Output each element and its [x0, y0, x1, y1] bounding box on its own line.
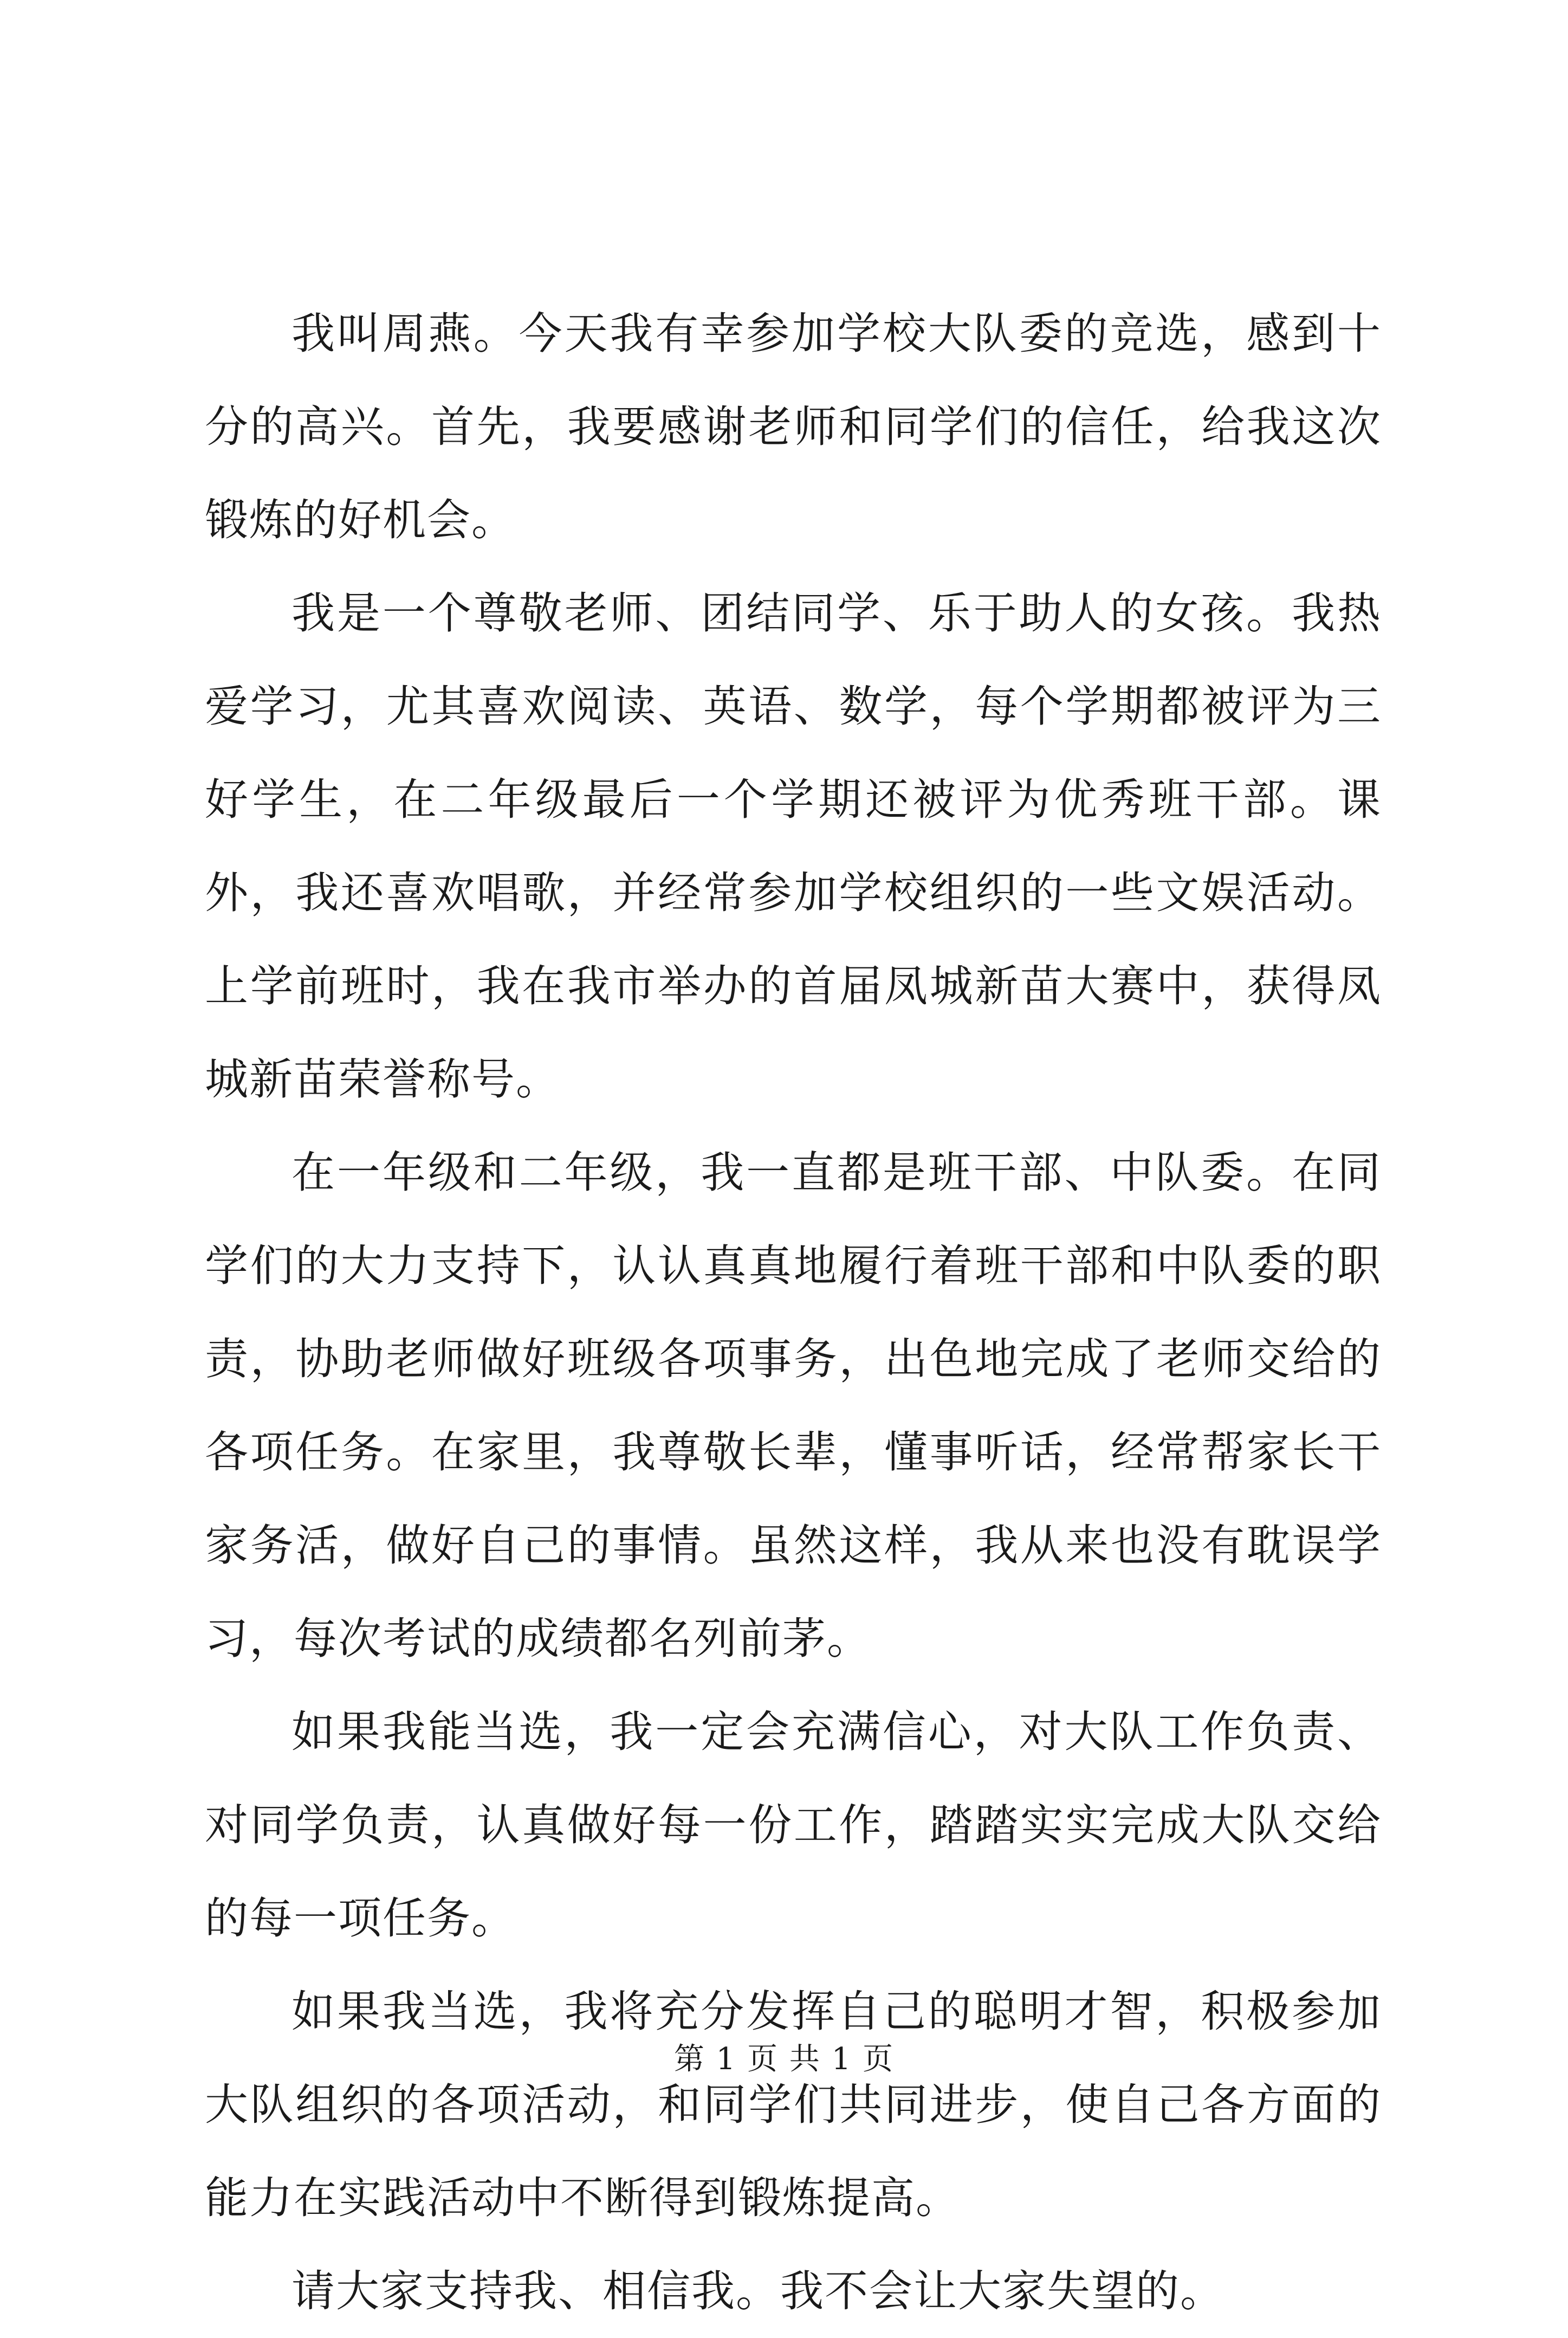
paragraph-6: 请大家支持我、相信我。我不会让大家失望的。	[291, 2266, 1224, 2316]
paragraph-3: 在一年级和二年级，我一直都是班干部、中队委。在同学们的大力支持下，认认真真地履行着班干部和中队委的职责，协助老师做好班级各项事务，出色地完成了老师交给的各项任务。在家里，我尊敬长辈，懂事听话，经常帮家长干家务活，做好自己的事情。虽然这样，我从来也没有耽误学习，每次考试的成绩都名列前茅。	[205, 1147, 1382, 1664]
page-number-label: 第 1 页 共 1 页	[673, 2042, 895, 2077]
paragraph-2: 我是一个尊敬老师、团结同学、乐于助人的女孩。我热爱学习，尤其喜欢阅读、英语、数学，每个学期都被评为三好学生，在二年级最后一个学期还被评为优秀班干部。课外，我还喜欢唱歌，并经常参加学校组织的一些文娱活动。上学前班时，我在我市举办的首届凤城新苗大赛中，获得凤城新苗荣誉称号。	[205, 588, 1382, 1105]
paragraph-5: 如果我当选，我将充分发挥自己的聪明才智，积极参加大队组织的各项活动，和同学们共同进步，使自己各方面的能力在实践活动中不断得到锻炼提高。	[205, 1986, 1382, 2223]
document-body	[205, 287, 1382, 2338]
paragraph-1: 我叫周燕。今天我有幸参加学校大队委的竞选，感到十分的高兴。首先，我要感谢老师和同学们的信任，给我这次锻炼的好机会。	[205, 308, 1382, 545]
page-footer	[0, 2038, 1568, 2081]
paragraph-4: 如果我能当选，我一定会充满信心，对大队工作负责、对同学负责，认真做好每一份工作，踏踏实实完成大队交给的每一项任务。	[205, 1707, 1382, 1943]
